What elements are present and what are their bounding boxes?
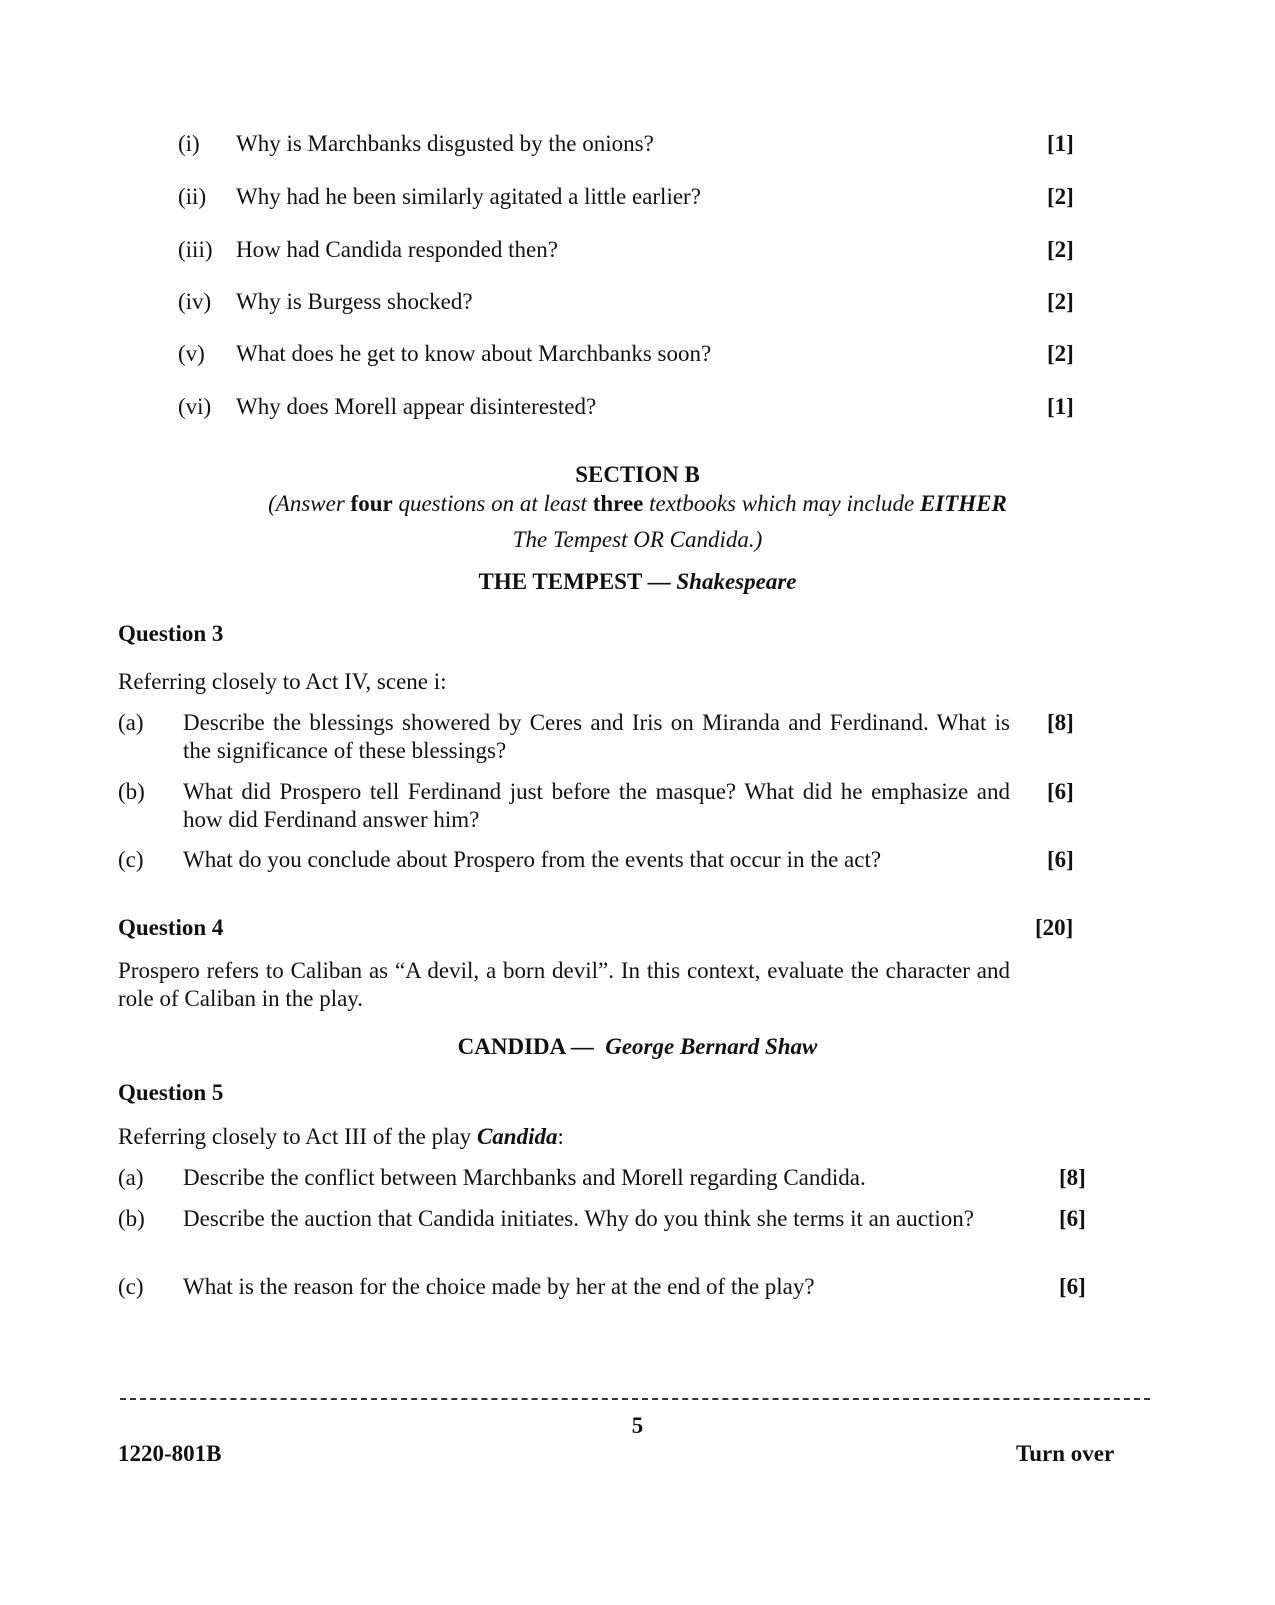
part-text: Describe the blessings showered by Ceres and Iris on Miranda and Ferdinand. What is the significance of these blessings? bbox=[183, 710, 1010, 763]
part-label: (b) bbox=[118, 1206, 145, 1231]
question-3-heading: Question 3 bbox=[118, 621, 224, 646]
subq-num: (ii) bbox=[178, 184, 207, 209]
intro-part: : bbox=[557, 1124, 564, 1149]
question-5-heading: Question 5 bbox=[118, 1080, 224, 1105]
part-text: Describe the conflict between Marchbanks and Morell regarding Candida. bbox=[183, 1165, 866, 1190]
book-heading-tempest bbox=[0, 568, 1275, 596]
part-label: (b) bbox=[118, 779, 145, 804]
book-title: CANDIDA — bbox=[457, 1034, 594, 1059]
subq-marks: [2] bbox=[1047, 184, 1074, 209]
subq-marks: [2] bbox=[1047, 289, 1074, 314]
subq-marks: [2] bbox=[1047, 341, 1074, 366]
footer-divider bbox=[120, 1398, 1150, 1400]
instr-part: (Answer bbox=[268, 491, 351, 516]
part-marks: [8] bbox=[1059, 1165, 1086, 1190]
part-label: (a) bbox=[118, 710, 144, 735]
book-author: Shakespeare bbox=[676, 569, 797, 594]
part-text: Describe the auction that Candida initiates. Why do you think she terms it an auction? bbox=[183, 1206, 974, 1231]
section-instructions-line2: The Tempest OR Candida.) bbox=[512, 527, 763, 552]
turn-over: Turn over bbox=[1016, 1441, 1115, 1466]
part-marks: [8] bbox=[1047, 710, 1074, 735]
book-author: George Bernard Shaw bbox=[605, 1034, 818, 1059]
question-4-marks: [20] bbox=[1035, 915, 1074, 940]
intro-play-title: Candida bbox=[476, 1124, 558, 1149]
section-title: SECTION B bbox=[575, 462, 700, 487]
subq-num: (v) bbox=[178, 341, 205, 366]
book-title: THE TEMPEST — bbox=[478, 569, 671, 594]
subq-num: (vi) bbox=[178, 394, 212, 419]
book-heading-candida bbox=[0, 1033, 1275, 1061]
part-text: What do you conclude about Prospero from the events that occur in the act? bbox=[183, 847, 882, 872]
part-label: (c) bbox=[118, 847, 144, 872]
question-4-text: Prospero refers to Caliban as “A devil, a born devil”. In this context, evaluate the character and role of Caliban in the play. bbox=[118, 958, 1010, 1011]
subq-num: (iii) bbox=[178, 237, 213, 262]
part-marks: [6] bbox=[1059, 1274, 1086, 1299]
subq-marks: [1] bbox=[1047, 131, 1074, 156]
instr-three: three bbox=[592, 491, 644, 516]
subq-text: Why does Morell appear disinterested? bbox=[236, 394, 597, 419]
question-5-intro bbox=[118, 1123, 564, 1151]
part-text: What did Prospero tell Ferdinand just before the masque? What did he emphasize and how did Ferdinand answer him? bbox=[183, 779, 1010, 832]
instr-part: textbooks which may include bbox=[643, 491, 920, 516]
instr-either: EITHER bbox=[919, 491, 1007, 516]
subq-marks: [1] bbox=[1047, 394, 1074, 419]
subq-text: Why is Burgess shocked? bbox=[236, 289, 473, 314]
part-label: (c) bbox=[118, 1274, 144, 1299]
part-marks: [6] bbox=[1047, 779, 1074, 804]
section-instructions bbox=[0, 490, 1275, 518]
page-number: 5 bbox=[631, 1413, 644, 1438]
part-label: (a) bbox=[118, 1165, 144, 1190]
instr-part: questions on at least bbox=[392, 491, 593, 516]
subq-text: Why is Marchbanks disgusted by the onions? bbox=[236, 131, 654, 156]
subq-num: (i) bbox=[178, 131, 200, 156]
subq-text: Why had he been similarly agitated a little earlier? bbox=[236, 184, 701, 209]
subq-text: What does he get to know about Marchbanks soon? bbox=[236, 341, 712, 366]
part-text: What is the reason for the choice made by her at the end of the play? bbox=[183, 1274, 815, 1299]
subq-marks: [2] bbox=[1047, 237, 1074, 262]
part-marks: [6] bbox=[1047, 847, 1074, 872]
question-4-heading: Question 4 bbox=[118, 915, 224, 940]
subq-num: (iv) bbox=[178, 289, 212, 314]
part-marks: [6] bbox=[1059, 1206, 1086, 1231]
intro-part: Referring closely to Act III of the play bbox=[118, 1124, 477, 1149]
instr-four: four bbox=[350, 491, 393, 516]
subq-text: How had Candida responded then? bbox=[236, 237, 558, 262]
paper-code: 1220-801B bbox=[118, 1441, 222, 1466]
question-3-intro: Referring closely to Act IV, scene i: bbox=[118, 669, 447, 694]
